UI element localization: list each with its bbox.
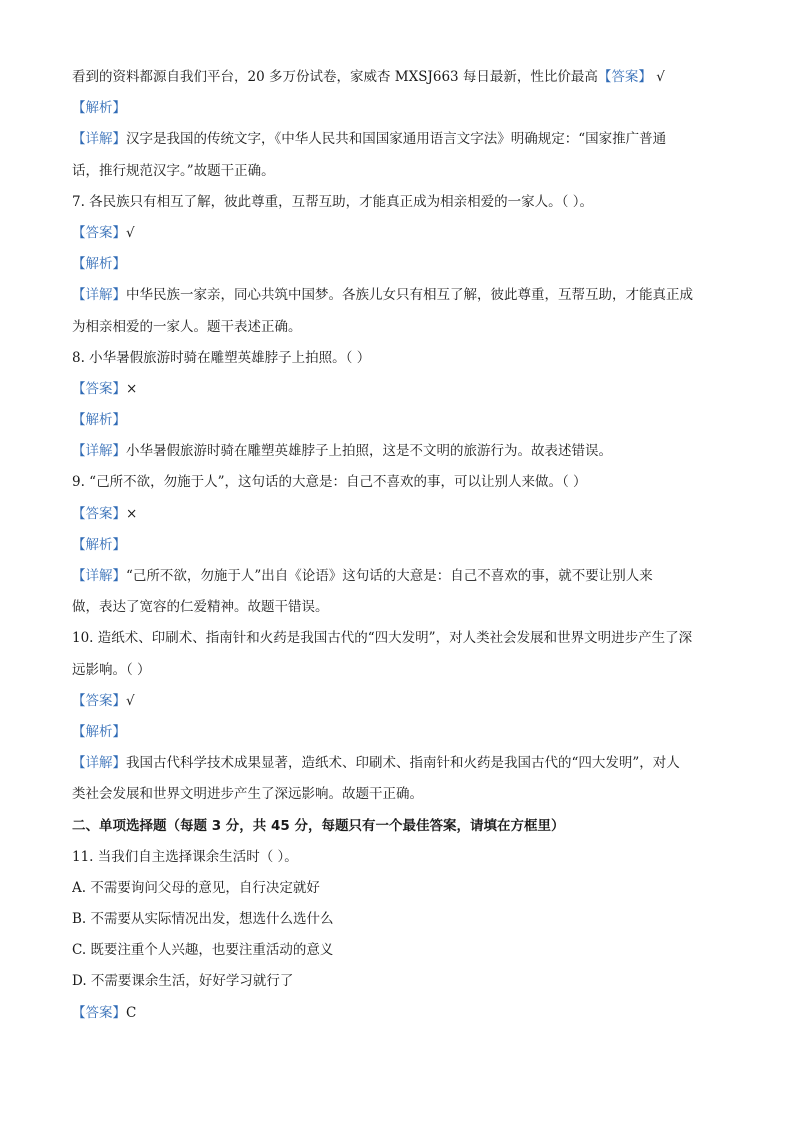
line-text: 话，推行规范汉字。”故题干正确。: [72, 162, 275, 179]
line-text: 看到的资料都源自我们平台，20 多万份试卷，家威杏 MXSJ663 每日最新，性比价最高: [72, 69, 598, 85]
line-text: 类社会发展和世界文明进步产生了深远影响。故题干正确。: [72, 786, 423, 803]
text-line: [72, 249, 722, 280]
analysis-label: 【解析】: [72, 256, 126, 273]
detail-label: 【详解】: [72, 568, 126, 584]
text-line: [72, 312, 722, 343]
line-text: 8. 小华暑假旅游时骑在雕塑英雄脖子上拍照。（ ）: [72, 349, 371, 366]
text-line: [72, 873, 722, 904]
detail-label: 【详解】: [72, 755, 126, 772]
section-heading: [72, 811, 722, 842]
line-text-after-tag: 我国古代科学技术成果显著，造纸术、印刷术、指南针和火药是我国古代的“四大发明”，对人: [126, 755, 680, 772]
line-text: 远影响。（ ）: [72, 661, 151, 678]
detail-label: 【详解】: [72, 131, 126, 148]
answer-label: 【答案】: [72, 380, 126, 397]
text-line: [72, 779, 722, 810]
text-line: [72, 966, 722, 997]
text-line: [72, 124, 722, 155]
line-text-after-tag: 中华民族一家亲，同心共筑中国梦。各族儿女只有相互了解，彼此尊重，互帮互助，才能真正成: [126, 287, 693, 304]
line-text: 为相亲相爱的一家人。题干表述正确。: [72, 318, 302, 335]
line-text: A. 不需要询问父母的意见，自行决定就好: [72, 879, 320, 896]
text-line: [72, 655, 722, 686]
line-text: 11. 当我们自主选择课余生活时（ ）。: [72, 848, 298, 865]
text-line: [72, 62, 722, 93]
line-text: 9. “己所不欲，勿施于人”，这句话的大意是：自己不喜欢的事，可以让别人来做。（ ）: [72, 474, 587, 491]
line-text-after-tag: 汉字是我国的传统文字，《中华人民共和国国家通用语言文字法》明确规定：“国家推广普通: [126, 131, 667, 148]
line-text-after-tag: ×: [126, 505, 138, 522]
document-body: [72, 62, 722, 1029]
text-line: [72, 561, 722, 592]
text-line: [72, 717, 722, 748]
analysis-label: 【解析】: [72, 723, 126, 740]
text-line: [72, 499, 722, 530]
line-text: 二、单项选择题（每题 3 分，共 45 分，每题只有一个最佳答案，请填在方框里）: [72, 817, 565, 834]
text-line: [72, 748, 722, 779]
text-line: [72, 998, 722, 1029]
line-text: D. 不需要课余生活，好好学习就行了: [72, 973, 294, 990]
answer-label: 【答案】: [597, 69, 652, 85]
text-line: [72, 530, 722, 561]
line-text-after-tag: √: [651, 69, 665, 85]
line-text: 10. 造纸术、印刷术、指南针和火药是我国古代的“四大发明”，对人类社会发展和世界文明进步产生了深: [72, 630, 693, 647]
line-text-after-tag: C: [126, 1004, 137, 1021]
text-line: [72, 280, 722, 311]
line-text-after-tag: √: [126, 692, 135, 709]
detail-label: 【详解】: [72, 287, 126, 304]
text-line: [72, 467, 722, 498]
answer-label: 【答案】: [72, 1004, 126, 1021]
text-line: [72, 842, 722, 873]
text-line: [72, 156, 722, 187]
text-line: [72, 374, 722, 405]
analysis-label: 【解析】: [72, 100, 126, 117]
text-line: [72, 218, 722, 249]
detail-label: 【详解】: [72, 443, 126, 460]
analysis-label: 【解析】: [72, 412, 126, 429]
line-text-after-tag: ×: [126, 380, 138, 397]
line-text: C. 既要注重个人兴趣，也要注重活动的意义: [72, 942, 334, 959]
text-line: [72, 623, 722, 654]
text-line: [72, 187, 722, 218]
line-text: B. 不需要从实际情况出发，想选什么选什么: [72, 911, 334, 928]
text-line: [72, 935, 722, 966]
answer-label: 【答案】: [72, 692, 126, 709]
line-text-after-tag: “己所不欲，勿施于人”出自《论语》这句话的大意是：自己不喜欢的事，就不要让别人来: [126, 568, 653, 584]
text-line: [72, 904, 722, 935]
text-line: [72, 343, 722, 374]
line-text: 7. 各民族只有相互了解，彼此尊重，互帮互助，才能真正成为相亲相爱的一家人。（ ）。: [72, 193, 593, 210]
answer-label: 【答案】: [72, 505, 126, 522]
answer-label: 【答案】: [72, 224, 126, 241]
line-text-after-tag: √: [126, 224, 135, 241]
line-text: 做，表达了宽容的仁爱精神。故题干错误。: [72, 599, 329, 616]
text-line: [72, 592, 722, 623]
line-text-after-tag: 小华暑假旅游时骑在雕塑英雄脖子上拍照，这是不文明的旅游行为。故表述错误。: [126, 443, 612, 460]
analysis-label: 【解析】: [72, 536, 126, 553]
text-line: [72, 93, 722, 124]
text-line: [72, 405, 722, 436]
text-line: [72, 436, 722, 467]
text-line: [72, 686, 722, 717]
